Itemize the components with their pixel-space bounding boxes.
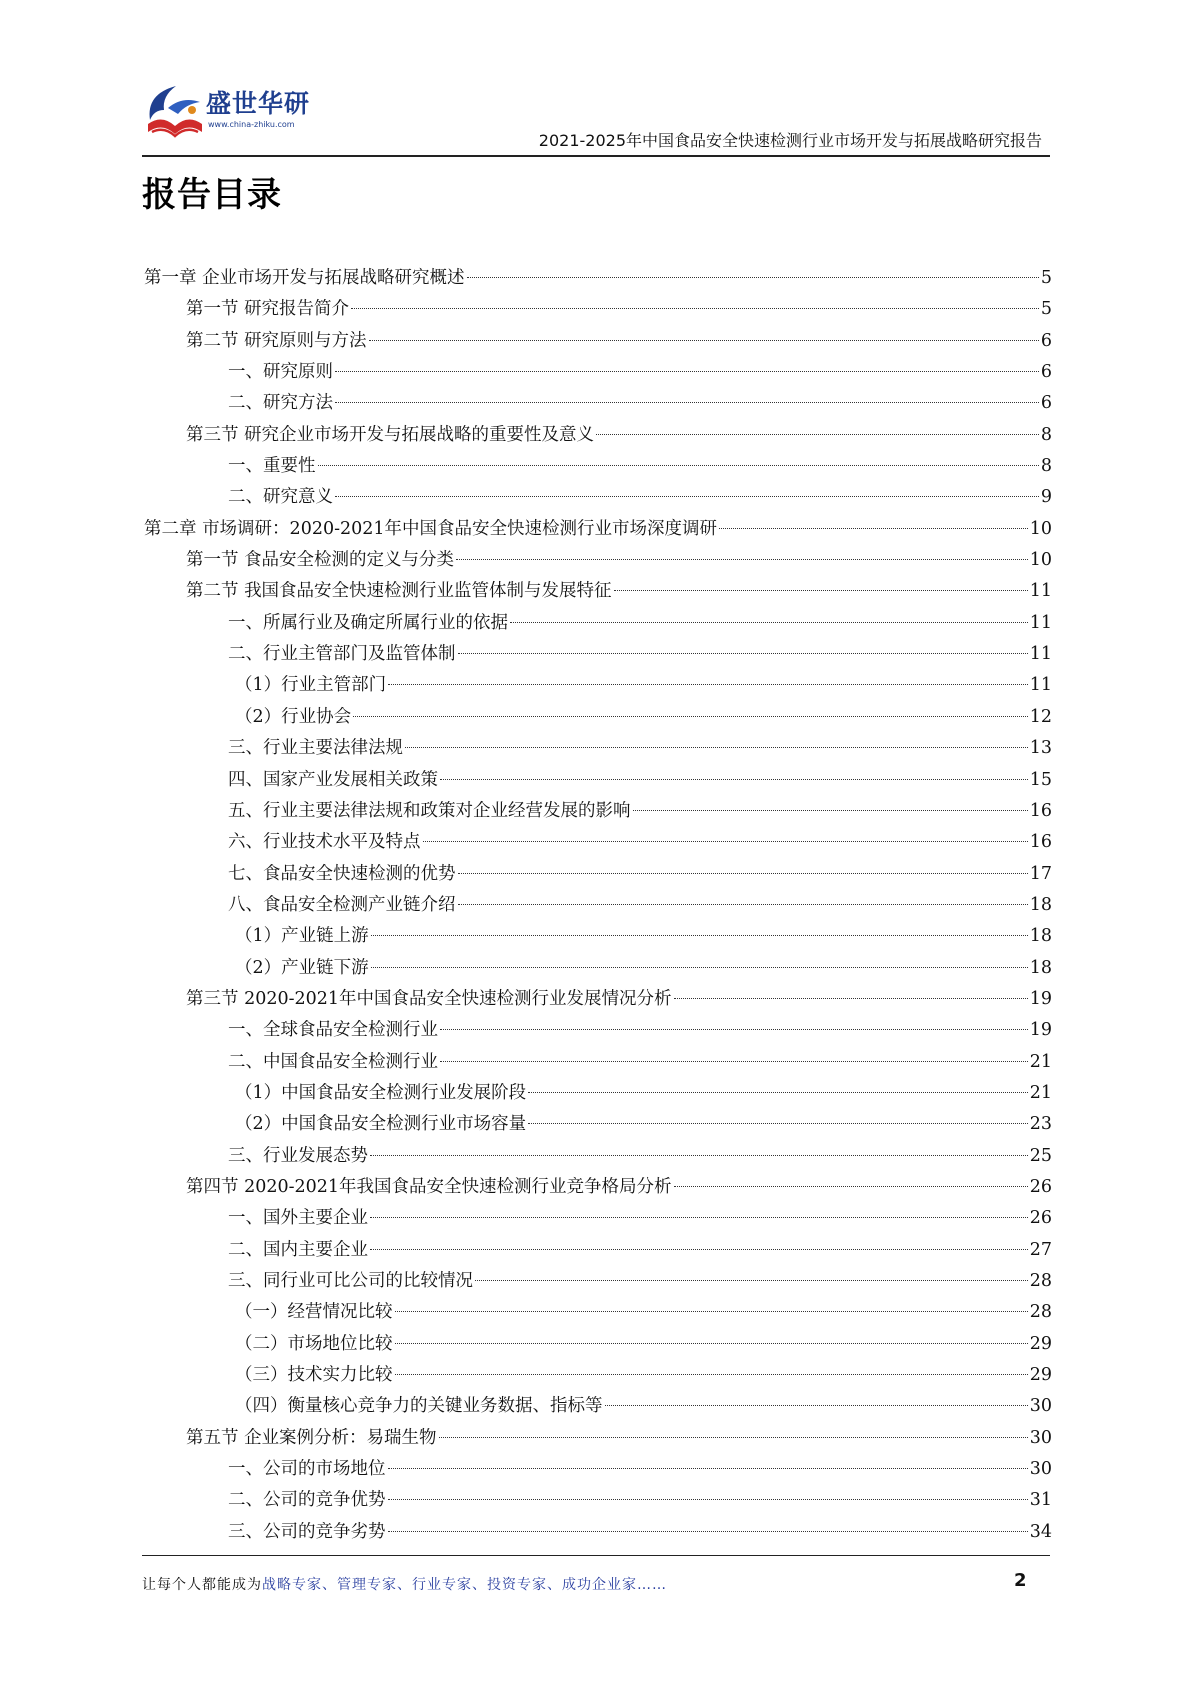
toc-entry-title: （1）行业主管部门 [235,675,387,696]
toc-entry[interactable] [144,420,1052,451]
toc-dot-leader [369,340,1039,341]
toc-entry[interactable] [144,1360,1052,1391]
toc-dot-leader [458,873,1028,874]
toc-dot-leader [353,716,1028,717]
toc-dot-leader [370,1155,1028,1156]
toc-entry[interactable] [144,1172,1052,1203]
toc-entry-page: 23 [1029,1114,1052,1135]
toc-entry[interactable] [144,1517,1052,1548]
toc-dot-leader [674,998,1028,999]
toc-entry-title: （2）产业链下游 [235,957,369,978]
toc-dot-leader [388,684,1028,685]
toc-entry-title: 二、国内主要企业 [228,1239,368,1260]
toc-dot-leader [674,1186,1028,1187]
toc-entry-page: 26 [1029,1176,1052,1197]
toc-entry-title: （1）中国食品安全检测行业发展阶段 [235,1082,527,1103]
toc-entry-title: （2）行业协会 [235,706,352,727]
toc-entry-page: 30 [1029,1459,1052,1480]
toc-dot-leader [423,841,1028,842]
toc-entry-page: 18 [1029,894,1052,915]
page-header [142,78,1042,160]
toc-entry-page: 28 [1029,1271,1052,1291]
toc-entry-page: 6 [1040,393,1052,414]
toc-entry-title: 五、行业主要法律法规和政策对企业经营发展的影响 [228,800,631,821]
toc-dot-leader [370,1249,1028,1250]
toc-dot-leader [440,779,1028,780]
toc-entry-page: 17 [1029,863,1052,884]
toc-entry-page: 12 [1029,706,1052,727]
logo-name: 盛世华研 [206,89,311,118]
toc-entry-page: 16 [1029,800,1052,821]
toc-entry[interactable] [144,1235,1052,1266]
toc-dot-leader [395,1311,1028,1312]
toc-entry-page: 19 [1029,988,1052,1009]
toc-entry[interactable] [144,482,1052,513]
toc-entry-page: 30 [1029,1427,1052,1448]
toc-entry-page: 9 [1040,487,1052,508]
toc-entry-page: 30 [1029,1396,1052,1417]
toc-entry-page: 13 [1029,738,1052,759]
toc-entry[interactable] [144,1329,1052,1360]
toc-entry-title: （2）中国食品安全检测行业市场容量 [235,1114,527,1135]
toc-entry[interactable] [144,576,1052,607]
footer-slogan-highlight: 战略专家、管理专家、行业专家、投资专家、成功企业家…… [262,1577,667,1593]
toc-dot-leader [596,434,1039,435]
toc-entry[interactable] [144,1015,1052,1046]
toc-entry[interactable] [144,796,1052,827]
toc-entry-title: 第二节 研究原则与方法 [186,330,367,351]
toc-entry[interactable] [144,1485,1052,1516]
toc-entry[interactable] [144,388,1052,419]
toc-entry-title: 一、所属行业及确定所属行业的依据 [228,612,508,633]
toc-entry-page: 26 [1029,1208,1052,1229]
toc-entry-title: （三）技术实力比较 [235,1365,393,1386]
toc-entry[interactable] [144,1203,1052,1234]
toc-entry-page: 5 [1040,268,1052,288]
toc-entry-page: 25 [1029,1145,1052,1166]
toc-entry[interactable] [144,1297,1052,1328]
toc-entry-title: 二、研究意义 [228,487,333,508]
toc-entry-title: 第一章 企业市场开发与拓展战略研究概述 [144,268,465,288]
toc-entry[interactable] [144,1078,1052,1109]
toc-entry-title: 一、研究原则 [228,362,333,383]
toc-dot-leader [371,935,1028,936]
toc-entry[interactable] [144,451,1052,482]
toc-entry-page: 11 [1029,675,1052,696]
toc-entry[interactable] [144,1266,1052,1297]
toc-entry[interactable] [144,1109,1052,1140]
toc-dot-leader [370,1217,1028,1218]
toc-dot-leader [335,496,1039,497]
toc-entry[interactable] [144,953,1052,984]
toc-entry-title: （四）衡量核心竞争力的关键业务数据、指标等 [235,1396,603,1417]
toc-entry[interactable] [144,357,1052,388]
toc-dot-leader [458,904,1028,905]
toc-entry-page: 15 [1029,769,1052,790]
toc-entry-page: 21 [1029,1082,1052,1103]
toc-dot-leader [440,1061,1028,1062]
toc-entry[interactable] [144,1141,1052,1172]
toc-entry-title: 一、全球食品安全检测行业 [228,1020,438,1041]
toc-entry-title: （二）市场地位比较 [235,1333,393,1354]
toc-entry-page: 11 [1029,581,1052,602]
toc-entry-title: 一、国外主要企业 [228,1208,368,1229]
table-of-contents [144,263,1052,1548]
toc-entry-title: 四、国家产业发展相关政策 [228,769,438,790]
toc-dot-leader [458,653,1028,654]
header-divider [142,155,1050,157]
toc-entry-page: 10 [1029,550,1052,571]
toc-entry[interactable] [144,890,1052,921]
toc-entry[interactable] [144,545,1052,576]
toc-entry[interactable] [144,608,1052,639]
toc-dot-leader [456,559,1028,560]
toc-entry-title: 三、行业主要法律法规 [228,738,403,759]
toc-dot-leader [528,1092,1028,1093]
toc-dot-leader [335,402,1039,403]
toc-entry[interactable] [144,733,1052,764]
toc-entry-title: 第一节 研究报告简介 [186,299,350,320]
toc-entry[interactable] [144,1454,1052,1485]
toc-entry-title: 一、公司的市场地位 [228,1459,386,1480]
toc-entry[interactable] [144,921,1052,952]
toc-dot-leader [405,747,1028,748]
toc-entry-title: （一）经营情况比较 [235,1302,393,1323]
toc-entry-page: 19 [1029,1020,1052,1041]
toc-entry[interactable] [144,1047,1052,1078]
toc-dot-leader [467,277,1039,278]
toc-entry-title: 二、中国食品安全检测行业 [228,1051,438,1072]
toc-entry-page: 28 [1029,1302,1052,1323]
toc-entry-title: 第五节 企业案例分析：易瑞生物 [186,1427,437,1448]
toc-entry[interactable] [144,639,1052,670]
toc-entry-title: （1）产业链上游 [235,926,369,947]
toc-entry-page: 16 [1029,832,1052,853]
page-heading: 报告目录 [142,175,282,215]
toc-dot-leader [475,1280,1028,1281]
toc-entry[interactable] [144,670,1052,701]
toc-entry-page: 34 [1029,1521,1052,1542]
toc-entry-title: 一、重要性 [228,456,316,477]
toc-entry[interactable] [144,827,1052,858]
toc-entry-page: 11 [1029,612,1052,633]
toc-entry[interactable] [144,294,1052,325]
toc-entry-page: 29 [1029,1333,1052,1354]
toc-entry-page: 21 [1029,1051,1052,1072]
toc-entry-page: 10 [1029,518,1052,539]
toc-entry[interactable] [144,1423,1052,1454]
toc-entry[interactable] [144,984,1052,1015]
toc-entry-title: 七、食品安全快速检测的优势 [228,863,456,884]
toc-entry-page: 29 [1029,1365,1052,1386]
toc-entry-page: 8 [1040,424,1052,445]
page-number: 2 [1014,1570,1027,1591]
toc-entry-page: 11 [1029,644,1052,665]
toc-dot-leader [388,1468,1028,1469]
toc-entry-page: 18 [1029,926,1052,947]
toc-dot-leader [440,1029,1028,1030]
company-logo [142,78,342,148]
toc-entry-title: 第四节 2020-2021年我国食品安全快速检测行业竞争格局分析 [186,1176,672,1197]
toc-entry[interactable] [144,514,1052,545]
toc-entry-title: 六、行业技术水平及特点 [228,832,421,853]
toc-entry-page: 6 [1040,330,1052,351]
toc-dot-leader [335,371,1039,372]
toc-dot-leader [371,967,1028,968]
toc-entry[interactable] [144,702,1052,733]
toc-dot-leader [395,1374,1028,1375]
logo-url: www.china-zhiku.com [208,120,295,129]
toc-dot-leader [510,622,1028,623]
toc-entry[interactable] [144,326,1052,357]
toc-dot-leader [388,1531,1028,1532]
toc-entry-title: 三、公司的竞争劣势 [228,1521,386,1542]
toc-dot-leader [633,810,1028,811]
toc-entry-page: 18 [1029,957,1052,978]
toc-entry-title: 第二章 市场调研：2020-2021年中国食品安全快速检测行业市场深度调研 [144,518,718,539]
toc-dot-leader [388,1499,1028,1500]
toc-dot-leader [614,590,1028,591]
toc-entry[interactable] [144,765,1052,796]
toc-entry-title: 二、公司的竞争优势 [228,1490,386,1511]
toc-entry-title: 第一节 食品安全检测的定义与分类 [186,550,455,571]
toc-dot-leader [318,465,1039,466]
toc-entry-page: 5 [1040,299,1052,320]
toc-dot-leader [605,1405,1028,1406]
toc-dot-leader [439,1437,1028,1438]
toc-entry-title: 八、食品安全检测产业链介绍 [228,894,456,915]
footer-divider [142,1555,1050,1556]
footer-slogan-prefix: 让每个人都能成为 [142,1577,262,1593]
toc-entry-page: 8 [1040,456,1052,477]
toc-entry-page: 31 [1029,1490,1052,1511]
toc-entry-title: 三、行业发展态势 [228,1145,368,1166]
toc-entry[interactable] [144,1391,1052,1422]
logo-mark-icon [142,80,208,144]
document-title: 2021-2025年中国食品安全快速检测行业市场开发与拓展战略研究报告 [538,131,1042,150]
footer-slogan [142,1574,667,1594]
toc-entry-title: 第三节 2020-2021年中国食品安全快速检测行业发展情况分析 [186,988,672,1009]
toc-entry-title: 二、研究方法 [228,393,333,414]
toc-entry[interactable] [144,263,1052,294]
toc-entry-title: 第二节 我国食品安全快速检测行业监管体制与发展特征 [186,581,612,602]
toc-entry-title: 第三节 研究企业市场开发与拓展战略的重要性及意义 [186,424,595,445]
toc-entry-title: 三、同行业可比公司的比较情况 [228,1271,473,1291]
toc-dot-leader [528,1123,1028,1124]
toc-entry-title: 二、行业主管部门及监管体制 [228,644,456,665]
toc-entry[interactable] [144,859,1052,890]
toc-dot-leader [719,528,1028,529]
toc-dot-leader [351,308,1039,309]
toc-entry-page: 6 [1040,362,1052,383]
toc-entry-page: 27 [1029,1239,1052,1260]
toc-dot-leader [395,1343,1028,1344]
